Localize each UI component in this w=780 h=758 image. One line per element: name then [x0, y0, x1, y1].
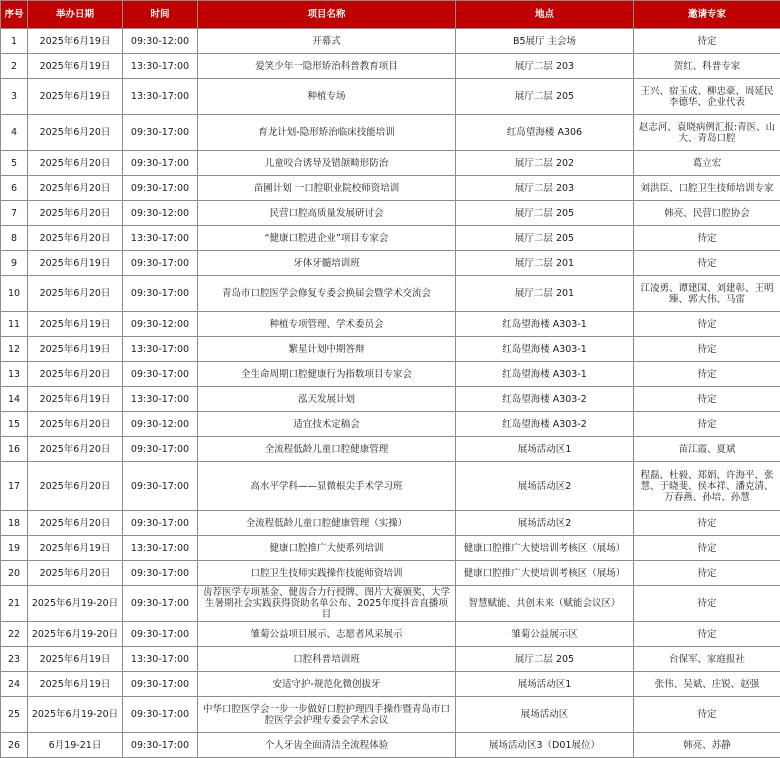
cell-name: 爱笑少年一隐形矫治科普教育项目: [198, 54, 456, 79]
cell-no: 14: [1, 387, 28, 412]
cell-place: 红岛望海楼 A303-1: [456, 362, 634, 387]
cell-date: 2025年6月19日: [28, 387, 123, 412]
cell-expert: 待定: [634, 312, 780, 337]
cell-date: 2025年6月19-20日: [28, 586, 123, 622]
cell-name: 全生命周期口腔健康行为指数项目专家会: [198, 362, 456, 387]
cell-date: 2025年6月19日: [28, 29, 123, 54]
cell-date: 2025年6月20日: [28, 462, 123, 511]
cell-date: 2025年6月20日: [28, 437, 123, 462]
cell-date: 2025年6月20日: [28, 115, 123, 151]
cell-place: 展厅二层 203: [456, 176, 634, 201]
cell-no: 15: [1, 412, 28, 437]
cell-time: 09:30-17:00: [123, 276, 198, 312]
table-row: [1, 79, 780, 115]
table-row: [1, 586, 780, 622]
cell-time: 09:30-17:00: [123, 586, 198, 622]
table-row: [1, 151, 780, 176]
table-row: [1, 387, 780, 412]
cell-place: 雏菊公益展示区: [456, 622, 634, 647]
cell-place: 展厅二层 201: [456, 251, 634, 276]
table-row: [1, 511, 780, 536]
cell-expert: 程磊、杜毅、郑娟、许海平、张慧、于晓斐、侯本祥、潘克清、万春燕、孙培、孙慧: [634, 462, 780, 511]
cell-no: 3: [1, 79, 28, 115]
cell-no: 9: [1, 251, 28, 276]
cell-name: 高水平学科——显微根尖手术学习班: [198, 462, 456, 511]
cell-place: 展场活动区2: [456, 511, 634, 536]
header-name: 项目名称: [198, 1, 456, 29]
cell-name: 安适守护-规范化微创拔牙: [198, 672, 456, 697]
header-row: [1, 1, 780, 29]
cell-no: 17: [1, 462, 28, 511]
table-row: [1, 362, 780, 387]
cell-date: 2025年6月20日: [28, 226, 123, 251]
table-row: [1, 733, 780, 758]
cell-expert: 待定: [634, 251, 780, 276]
header-expert: 邀请专家: [634, 1, 780, 29]
cell-no: 12: [1, 337, 28, 362]
cell-time: 09:30-17:00: [123, 733, 198, 758]
cell-time: 09:30-12:00: [123, 312, 198, 337]
cell-date: 2025年6月19日: [28, 312, 123, 337]
cell-expert: 刘洪臣、口腔卫生技师培训专家: [634, 176, 780, 201]
cell-expert: 待定: [634, 561, 780, 586]
cell-name: 个人牙齿全面清洁全流程体验: [198, 733, 456, 758]
cell-no: 21: [1, 586, 28, 622]
table-row: [1, 337, 780, 362]
cell-place: 展厅二层 201: [456, 276, 634, 312]
cell-place: 展场活动区1: [456, 437, 634, 462]
cell-time: 09:30-17:00: [123, 437, 198, 462]
cell-name: 适宜技术定稿会: [198, 412, 456, 437]
cell-expert: 待定: [634, 622, 780, 647]
cell-no: 10: [1, 276, 28, 312]
table-row: [1, 251, 780, 276]
cell-name: 育龙计划-隐形矫治临床技能培训: [198, 115, 456, 151]
cell-date: 2025年6月20日: [28, 561, 123, 586]
table-row: [1, 462, 780, 511]
cell-no: 25: [1, 697, 28, 733]
cell-expert: 张伟、吴斌、庄锐、赵强: [634, 672, 780, 697]
cell-time: 09:30-17:00: [123, 115, 198, 151]
header-date: 举办日期: [28, 1, 123, 29]
cell-name: 全流程低龄儿童口腔健康管理: [198, 437, 456, 462]
cell-time: 09:30-12:00: [123, 412, 198, 437]
cell-no: 8: [1, 226, 28, 251]
table-row: [1, 226, 780, 251]
cell-place: 健康口腔推广大使培训考核区（展场）: [456, 561, 634, 586]
cell-date: 2025年6月20日: [28, 362, 123, 387]
table-row: [1, 412, 780, 437]
table-row: [1, 536, 780, 561]
cell-no: 22: [1, 622, 28, 647]
cell-time: 09:30-17:00: [123, 176, 198, 201]
cell-no: 23: [1, 647, 28, 672]
cell-name: 口腔卫生技师实践操作技能师资培训: [198, 561, 456, 586]
cell-expert: 江凌勇、谭建国、刘建彰、王明臻、郭大伟、马雷: [634, 276, 780, 312]
cell-date: 2025年6月19日: [28, 647, 123, 672]
cell-name: 儿童咬合诱导及错颌畸形防治: [198, 151, 456, 176]
table-row: [1, 561, 780, 586]
cell-no: 11: [1, 312, 28, 337]
cell-place: 红岛望海楼 A303-1: [456, 337, 634, 362]
table-row: [1, 312, 780, 337]
cell-name: 青岛市口腔医学会修复专委会换届会暨学术交流会: [198, 276, 456, 312]
cell-place: 健康口腔推广大使培训考核区（展场）: [456, 536, 634, 561]
cell-name: 种植专项管理、学术委员会: [198, 312, 456, 337]
cell-name: 苗圃计划 一口腔职业院校师资培训: [198, 176, 456, 201]
cell-expert: 韩亮、民营口腔协会: [634, 201, 780, 226]
cell-place: 展场活动区2: [456, 462, 634, 511]
cell-no: 13: [1, 362, 28, 387]
cell-place: 红岛望海楼 A306: [456, 115, 634, 151]
cell-name: 开幕式: [198, 29, 456, 54]
cell-time: 09:30-17:00: [123, 697, 198, 733]
table-header: [1, 1, 780, 29]
table-row: [1, 54, 780, 79]
cell-no: 24: [1, 672, 28, 697]
cell-name: 口腔科普培训班: [198, 647, 456, 672]
cell-no: 7: [1, 201, 28, 226]
cell-place: 展场活动区3（D01展位）: [456, 733, 634, 758]
cell-name: 齿荐医学专项基金、健齿合力行授牌、图片大赛颁奖、大学生暑期社会实践获得资助名单公布、2025年度抖音直播项目: [198, 586, 456, 622]
cell-expert: 贺红、科普专家: [634, 54, 780, 79]
cell-no: 16: [1, 437, 28, 462]
cell-time: 09:30-17:00: [123, 362, 198, 387]
cell-date: 2025年6月20日: [28, 511, 123, 536]
cell-time: 09:30-17:00: [123, 151, 198, 176]
cell-no: 20: [1, 561, 28, 586]
cell-expert: 台保军、家庭报社: [634, 647, 780, 672]
cell-no: 4: [1, 115, 28, 151]
cell-expert: 待定: [634, 29, 780, 54]
cell-no: 1: [1, 29, 28, 54]
cell-time: 09:30-17:00: [123, 561, 198, 586]
cell-expert: 待定: [634, 412, 780, 437]
cell-expert: 待定: [634, 362, 780, 387]
cell-date: 2025年6月19-20日: [28, 622, 123, 647]
cell-expert: 待定: [634, 511, 780, 536]
cell-name: 全流程低龄儿童口腔健康管理（实操）: [198, 511, 456, 536]
cell-time: 13:30-17:00: [123, 647, 198, 672]
cell-date: 2025年6月20日: [28, 176, 123, 201]
cell-place: 展场活动区1: [456, 672, 634, 697]
cell-name: 泓天发展计划: [198, 387, 456, 412]
cell-expert: 待定: [634, 697, 780, 733]
cell-expert: 赵志河、袁晓病例汇报:青医、山大、青岛口腔: [634, 115, 780, 151]
cell-time: 09:30-17:00: [123, 672, 198, 697]
table-row: [1, 201, 780, 226]
cell-date: 2025年6月20日: [28, 201, 123, 226]
cell-no: 5: [1, 151, 28, 176]
cell-time: 09:30-17:00: [123, 462, 198, 511]
cell-expert: 王兴、宿玉成、柳忠豪、周延民李德华、企业代表: [634, 79, 780, 115]
cell-name: “健康口腔进企业”项目专家会: [198, 226, 456, 251]
cell-time: 13:30-17:00: [123, 79, 198, 115]
cell-time: 13:30-17:00: [123, 536, 198, 561]
table-row: [1, 276, 780, 312]
cell-place: B5展厅 主会场: [456, 29, 634, 54]
cell-date: 2025年6月19日: [28, 672, 123, 697]
cell-no: 2: [1, 54, 28, 79]
cell-place: 展厅二层 203: [456, 54, 634, 79]
cell-date: 2025年6月19日: [28, 536, 123, 561]
cell-time: 09:30-17:00: [123, 251, 198, 276]
cell-expert: 待定: [634, 536, 780, 561]
table-row: [1, 176, 780, 201]
cell-date: 2025年6月19日: [28, 79, 123, 115]
cell-expert: 葛立宏: [634, 151, 780, 176]
cell-expert: 苗江霞、夏斌: [634, 437, 780, 462]
cell-time: 13:30-17:00: [123, 54, 198, 79]
table-row: [1, 647, 780, 672]
table-row: [1, 697, 780, 733]
cell-date: 2025年6月19日: [28, 251, 123, 276]
cell-place: 红岛望海楼 A303-2: [456, 387, 634, 412]
cell-place: 展厅二层 202: [456, 151, 634, 176]
cell-time: 13:30-17:00: [123, 337, 198, 362]
cell-no: 26: [1, 733, 28, 758]
cell-time: 09:30-12:00: [123, 201, 198, 226]
table-row: [1, 622, 780, 647]
cell-name: 健康口腔推广大使系列培训: [198, 536, 456, 561]
cell-date: 2025年6月19日: [28, 337, 123, 362]
table-body: [1, 29, 780, 758]
cell-place: 红岛望海楼 A303-2: [456, 412, 634, 437]
cell-name: 牙体牙髓培训班: [198, 251, 456, 276]
table-row: [1, 29, 780, 54]
cell-no: 18: [1, 511, 28, 536]
cell-name: 种植专场: [198, 79, 456, 115]
cell-name: 雏菊公益项目展示、志愿者风采展示: [198, 622, 456, 647]
cell-name: 繁星计划中期答辩: [198, 337, 456, 362]
cell-expert: 待定: [634, 226, 780, 251]
cell-place: 展厅二层 205: [456, 226, 634, 251]
cell-date: 2025年6月20日: [28, 412, 123, 437]
cell-time: 13:30-17:00: [123, 387, 198, 412]
cell-time: 09:30-17:00: [123, 511, 198, 536]
cell-no: 6: [1, 176, 28, 201]
header-no: 序号: [1, 1, 28, 29]
table-row: [1, 672, 780, 697]
cell-place: 红岛望海楼 A303-1: [456, 312, 634, 337]
cell-time: 09:30-12:00: [123, 29, 198, 54]
table-row: [1, 115, 780, 151]
cell-expert: 待定: [634, 586, 780, 622]
cell-date: 6月19-21日: [28, 733, 123, 758]
cell-time: 13:30-17:00: [123, 226, 198, 251]
cell-no: 19: [1, 536, 28, 561]
cell-name: 民营口腔高质量发展研讨会: [198, 201, 456, 226]
cell-name: 中华口腔医学会一步一步做好口腔护理四手操作暨青岛市口腔医学会护理专委会学术会议: [198, 697, 456, 733]
cell-place: 展厅二层 205: [456, 201, 634, 226]
cell-date: 2025年6月19-20日: [28, 697, 123, 733]
header-place: 地点: [456, 1, 634, 29]
cell-place: 展场活动区: [456, 697, 634, 733]
cell-date: 2025年6月19日: [28, 54, 123, 79]
cell-time: 09:30-17:00: [123, 622, 198, 647]
cell-place: 展厅二层 205: [456, 79, 634, 115]
cell-expert: 待定: [634, 337, 780, 362]
cell-expert: 待定: [634, 387, 780, 412]
cell-expert: 韩亮、苏静: [634, 733, 780, 758]
header-time: 时间: [123, 1, 198, 29]
cell-place: 智慧赋能、共创未来（赋能会议区）: [456, 586, 634, 622]
table-row: [1, 437, 780, 462]
cell-date: 2025年6月20日: [28, 276, 123, 312]
cell-date: 2025年6月20日: [28, 151, 123, 176]
cell-place: 展厅二层 205: [456, 647, 634, 672]
